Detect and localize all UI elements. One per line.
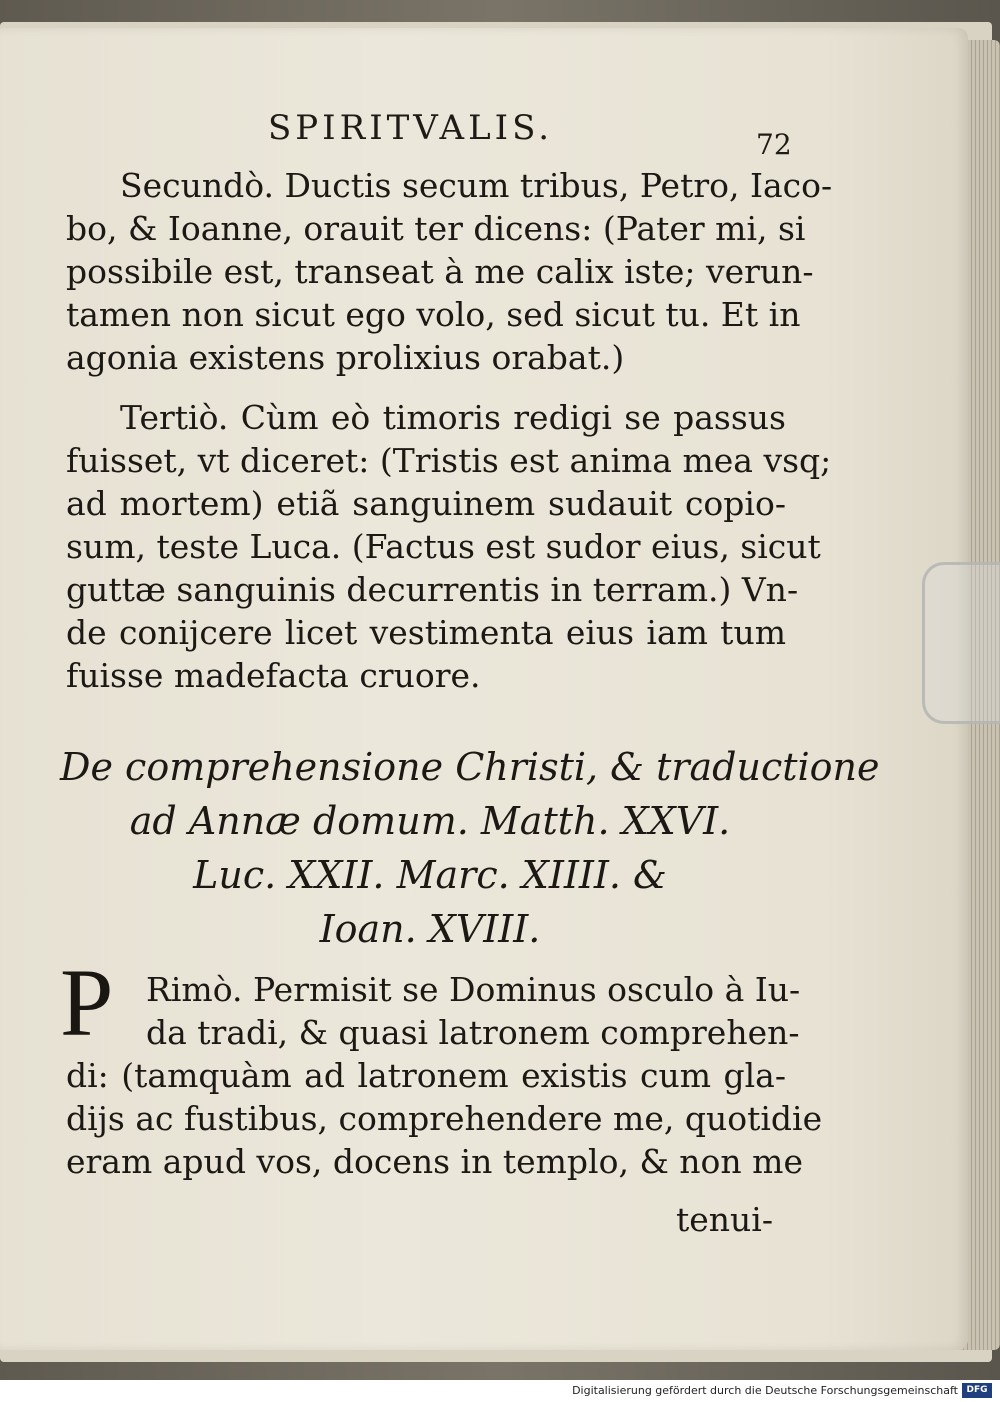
heading-line: Ioan. XVIII. [319,907,541,951]
footer-bar [0,1380,1000,1402]
text-line: guttæ sanguinis decurrentis in terram.) Vn- [66,570,799,609]
paragraph-primo [66,968,823,1183]
section-heading [60,740,880,956]
text-line: ad mortem) etiã sanguinem sudauit copio- [66,484,786,523]
paragraph-tertio [66,396,832,697]
text-line: Tertiò. Cùm eò timoris redigi se passus [120,398,786,437]
paragraph-secundo [66,164,833,379]
running-head: SPIRITVALIS. [268,108,554,148]
text-line: Secundò. Ductis secum tribus, Petro, Iaco- [120,166,833,205]
text-line: de conijcere licet vestimenta eius iam tum [66,613,786,652]
text-line: dijs ac fustibus, comprehendere me, quotidie [66,1099,823,1138]
text-line: Rimò. Permisit se Dominus osculo à Iu- [146,970,801,1009]
page-header [0,108,1000,161]
text-line: agonia existens prolixius orabat.) [66,338,625,377]
text-line: fuisse madefacta cruore. [66,656,481,695]
drop-cap: P [60,949,114,1056]
text-line: di: (tamquàm ad latronem existis cum gla- [66,1056,786,1095]
text-line: tamen non sicut ego volo, sed sicut tu. Et in [66,295,801,334]
page-clip [922,562,1000,724]
dfg-logo: DFG [962,1383,992,1398]
text-line: da tradi, & quasi latronem comprehen- [146,1013,800,1052]
text-line: fuisset, vt diceret: (Tristis est anima mea vsq; [66,441,832,480]
text-line: bo, & Ioanne, orauit ter dicens: (Pater mi, si [66,209,806,248]
catchword: tenui- [676,1200,774,1239]
heading-line: De comprehensione Christi, & traductione [60,745,880,789]
text-line: eram apud vos, docens in templo, & non me [66,1142,803,1181]
page-number: 72 [756,128,792,161]
funding-note: Digitalisierung gefördert durch die Deutsche Forschungsgemeinschaft [572,1384,958,1397]
heading-line: Luc. XXII. Marc. XIIII. & [193,853,667,897]
text-line: sum, teste Luca. (Factus est sudor eius, sicut [66,527,821,566]
text-line: possibile est, transeat à me calix iste; verun- [66,252,814,291]
heading-line: ad Annæ domum. Matth. XXVI. [129,799,731,843]
